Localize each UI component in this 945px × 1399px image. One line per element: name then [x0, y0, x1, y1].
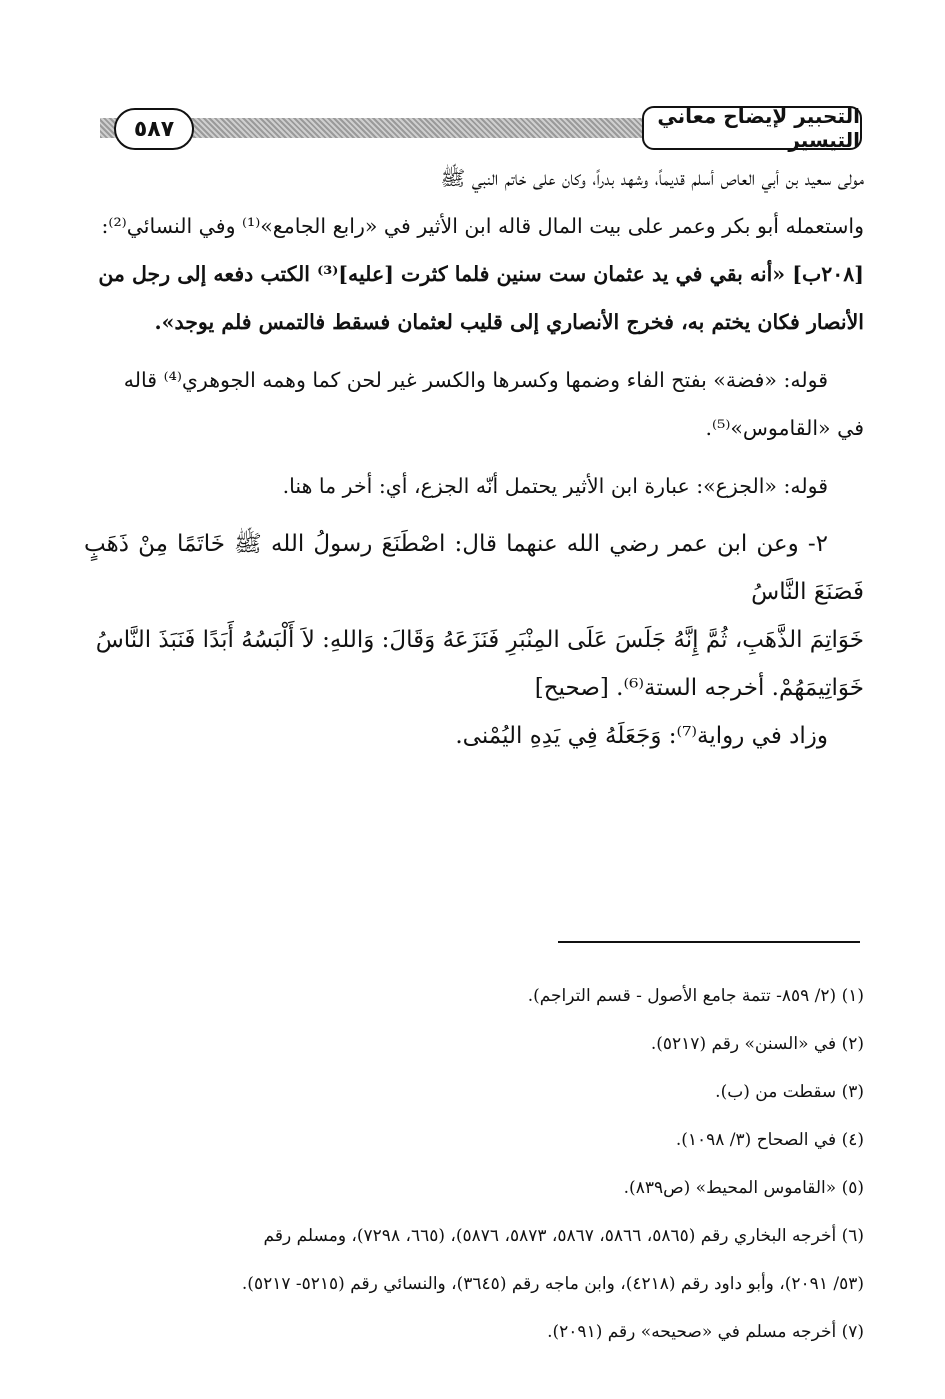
- hadith-line: خَوَاتِيمَهُمْ. أخرجه الستة⁽⁶⁾. [صحيح]: [534, 675, 864, 701]
- footnote: (٦) أخرجه البخاري رقم (٥٨٦٥، ٥٨٦٦، ٥٨٦٧، ٥٨٧٣، ٥٨٧٦)، (٦٦٥، ٧٢٩٨)، ومسلم رقم: [263, 1226, 864, 1246]
- running-header: [100, 104, 862, 152]
- book-title: التحبير لإيضاح معاني التيسير: [642, 106, 862, 150]
- footnote: (٧) أخرجه مسلم في «صحيحه» رقم (٢٠٩١).: [547, 1322, 864, 1342]
- hadith-line: وزاد في رواية⁽⁷⁾: وَجَعَلَهُ فِي يَدِهِ اليُمْنى.: [455, 723, 828, 749]
- page-number: ٥٨٧: [114, 108, 194, 150]
- text-line: [٢٠٨ب] «أنه بقي في يد عثمان ست سنين فلما كثرت [عليه]⁽³⁾ الكتب دفعه إلى رجل من: [98, 262, 864, 286]
- text-line: واستعمله أبو بكر وعمر على بيت المال قاله ابن الأثير في «رابع الجامع»⁽¹⁾ وفي النسائي⁽²⁾:: [101, 214, 864, 238]
- footnote: (٣) سقطت من (ب).: [715, 1082, 864, 1102]
- hadith-line: خَوَاتِمَ الذَّهَبِ، ثُمَّ إِنَّهُ جَلَسَ عَلَى المِنْبَرِ فَنَزَعَهُ وَقَالَ: وَاللهِ: لاَ أَلْبَسُهُ أَبَدًا فَنَبَذَ النَّاسُ: [95, 627, 864, 653]
- text-line: قوله: «فضة» بفتح الفاء وضمها وكسرها والكسر غير لحن كما وهمه الجوهري⁽⁴⁾ قاله: [123, 368, 828, 392]
- main-text: [84, 154, 864, 760]
- footnote: (٢) في «السنن» رقم (٥٢١٧).: [650, 1034, 864, 1054]
- footnote-separator: [558, 941, 860, 943]
- text-line: مولى سعيد بن أبي العاص أسلم قديماً، وشهد بدراً، وكان على خاتم النبي ﷺ: [440, 166, 864, 190]
- text-line: قوله: «الجزع»: عبارة ابن الأثير يحتمل أنّه الجزع، أي: أخر ما هنا.: [282, 474, 828, 498]
- footnote: (٥٣/ ٢٠٩١)، وأبو داود رقم (٤٢١٨)، وابن ماجه رقم (٣٦٤٥)، والنسائي رقم (٥٢١٥- ٥٢١٧).: [241, 1274, 864, 1294]
- hadith-line: ٢- وعن ابن عمر رضي الله عنهما قال: اصْطَنَعَ رسولُ الله ﷺ خَاتَمًا مِنْ ذَهَبٍ فَصَنَعَ النَّاسُ: [84, 531, 864, 605]
- footnotes: [84, 972, 864, 1356]
- footnote: (٤) في الصحاح (٣/ ١٠٩٨).: [675, 1130, 864, 1150]
- text-line: الأنصار فكان يختم به، فخرج الأنصاري إلى قليب لعثمان فسقط فالتمس فلم يوجد».: [154, 310, 864, 334]
- text-line: في «القاموس»⁽⁵⁾.: [705, 416, 864, 440]
- header-ornament-bar: [160, 118, 642, 138]
- footnote: (٥) «القاموس المحيط» (ص٨٣٩).: [623, 1178, 864, 1198]
- footnote: (١) (٢/ ٨٥٩- تتمة جامع الأصول - قسم التراجم).: [527, 986, 864, 1006]
